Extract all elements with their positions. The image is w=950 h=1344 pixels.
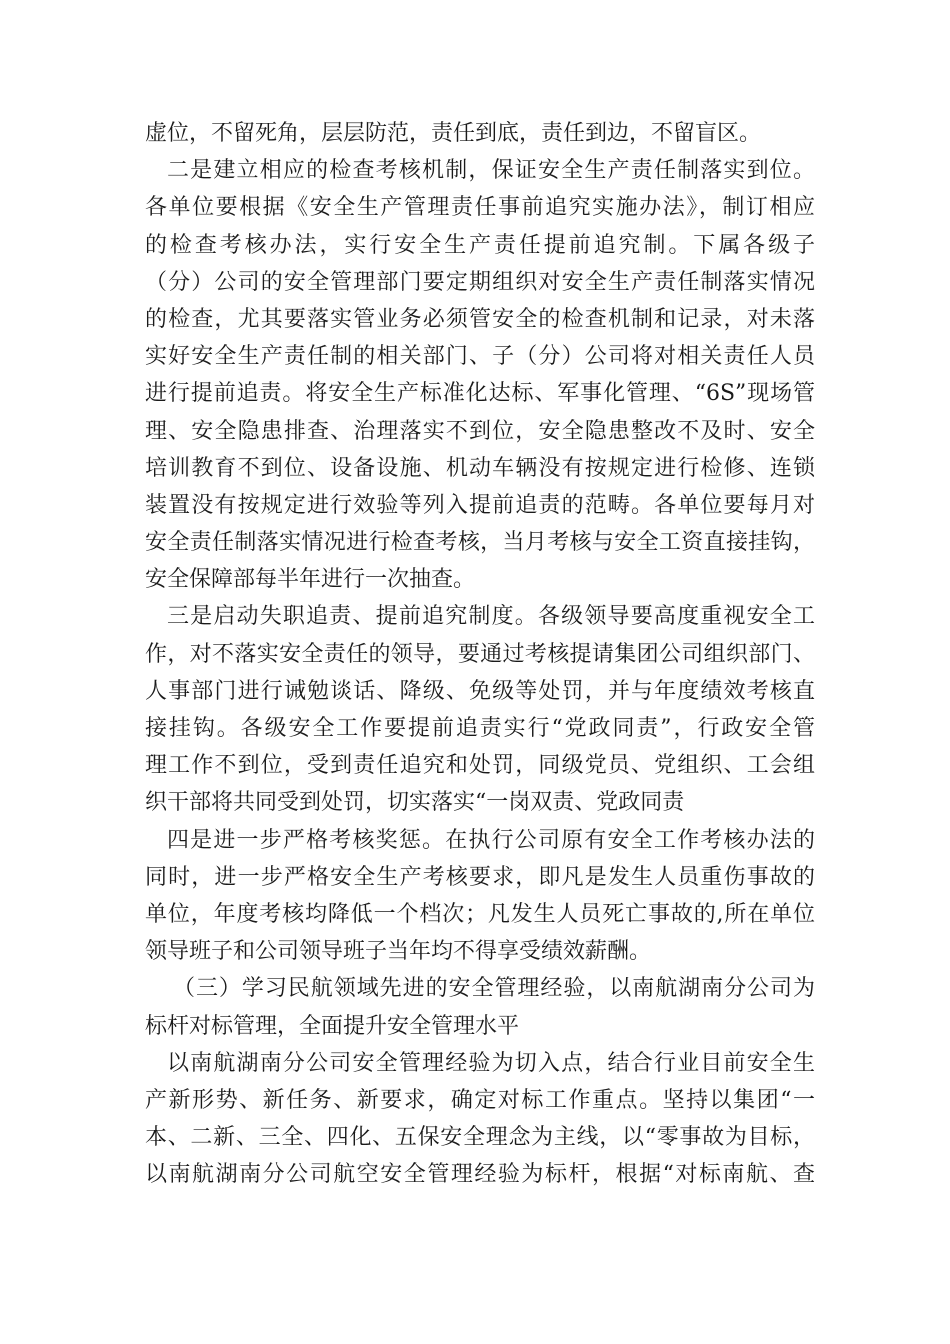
text-line: （分）公司的安全管理部门要定期组织对安全生产责任制落实情况	[145, 269, 815, 295]
text-line: 作，对不落实安全责任的领导，要通过考核提请集团公司组织部门、	[145, 641, 815, 667]
text-line: 同时，进一步严格安全生产考核要求，即凡是发生人员重伤事故的	[145, 864, 815, 890]
text-line: 产新形势、新任务、新要求，确定对标工作重点。坚持以集团“一	[145, 1087, 815, 1113]
text-line: 培训教育不到位、设备设施、机动车辆没有按规定进行检修、连锁	[145, 455, 815, 481]
text-line: 进行提前追责。将安全生产标准化达标、军事化管理、“6S”现场管	[145, 381, 815, 407]
text-line: 装置没有按规定进行效验等列入提前追责的范畴。各单位要每月对	[145, 492, 815, 518]
text-line: 三是启动失职追责、提前追究制度。各级领导要高度重视安全工	[167, 604, 815, 630]
text-line: （三）学习民航领域先进的安全管理经验，以南航湖南分公司为	[173, 976, 815, 1002]
text-line: 以南航湖南分公司航空安全管理经验为标杆，根据“对标南航、查	[145, 1162, 815, 1188]
text-line: 的检查，尤其要落实管业务必须管安全的检查机制和记录，对未落	[145, 306, 815, 332]
paragraph	[145, 970, 815, 1044]
text-line: 安全保障部每半年进行一次抽查。	[145, 567, 476, 593]
text-line: 以南航湖南分公司安全管理经验为切入点，结合行业目前安全生	[167, 1050, 815, 1076]
paragraph	[145, 1045, 815, 1194]
document-body	[145, 115, 815, 1193]
text-line: 四是进一步严格考核奖惩。在执行公司原有安全工作考核办法的	[167, 827, 815, 853]
paragraph	[145, 152, 815, 598]
paragraph	[145, 598, 815, 821]
text-line: 各单位要根据《安全生产管理责任事前追究实施办法》，制订相应	[145, 195, 815, 221]
text-line: 接挂钩。各级安全工作要提前追责实行“党政同责”，行政安全管	[145, 716, 815, 741]
text-line: 标杆对标管理，全面提升安全管理水平	[145, 1013, 520, 1039]
text-line: 人事部门进行诫勉谈话、降级、免级等处罚，并与年度绩效考核直	[145, 678, 815, 704]
text-line: 织干部将共同受到处罚，切实落实“一岗双责、党政同责	[145, 790, 685, 816]
text-line: 领导班子和公司领导班子当年均不得享受绩效薪酬。	[145, 939, 652, 965]
text-line: 虚位，不留死角，层层防范，责任到底，责任到边，不留盲区。	[145, 121, 762, 146]
text-line: 单位，年度考核均降低一个档次；凡发生人员死亡事故的,所在单位	[145, 901, 815, 927]
text-line: 安全责任制落实情况进行检查考核，当月考核与安全工资直接挂钩，	[145, 530, 815, 556]
text-line: 实好安全生产责任制的相关部门、子（分）公司将对相关责任人员	[145, 344, 815, 370]
text-line: 的检查考核办法，实行安全生产责任提前追究制。下属各级子	[145, 232, 815, 258]
text-line: 理工作不到位，受到责任追究和处罚，同级党员、党组织、工会组	[145, 753, 815, 779]
text-line: 本、二新、三全、四化、五保安全理念为主线，以“零事故为目标，	[145, 1125, 815, 1151]
text-line: 理、安全隐患排查、治理落实不到位，安全隐患整改不及时、安全	[145, 418, 815, 444]
paragraph	[145, 822, 815, 971]
text-line: 二是建立相应的检查考核机制，保证安全生产责任制落实到位。	[167, 158, 815, 184]
paragraph	[145, 115, 815, 152]
